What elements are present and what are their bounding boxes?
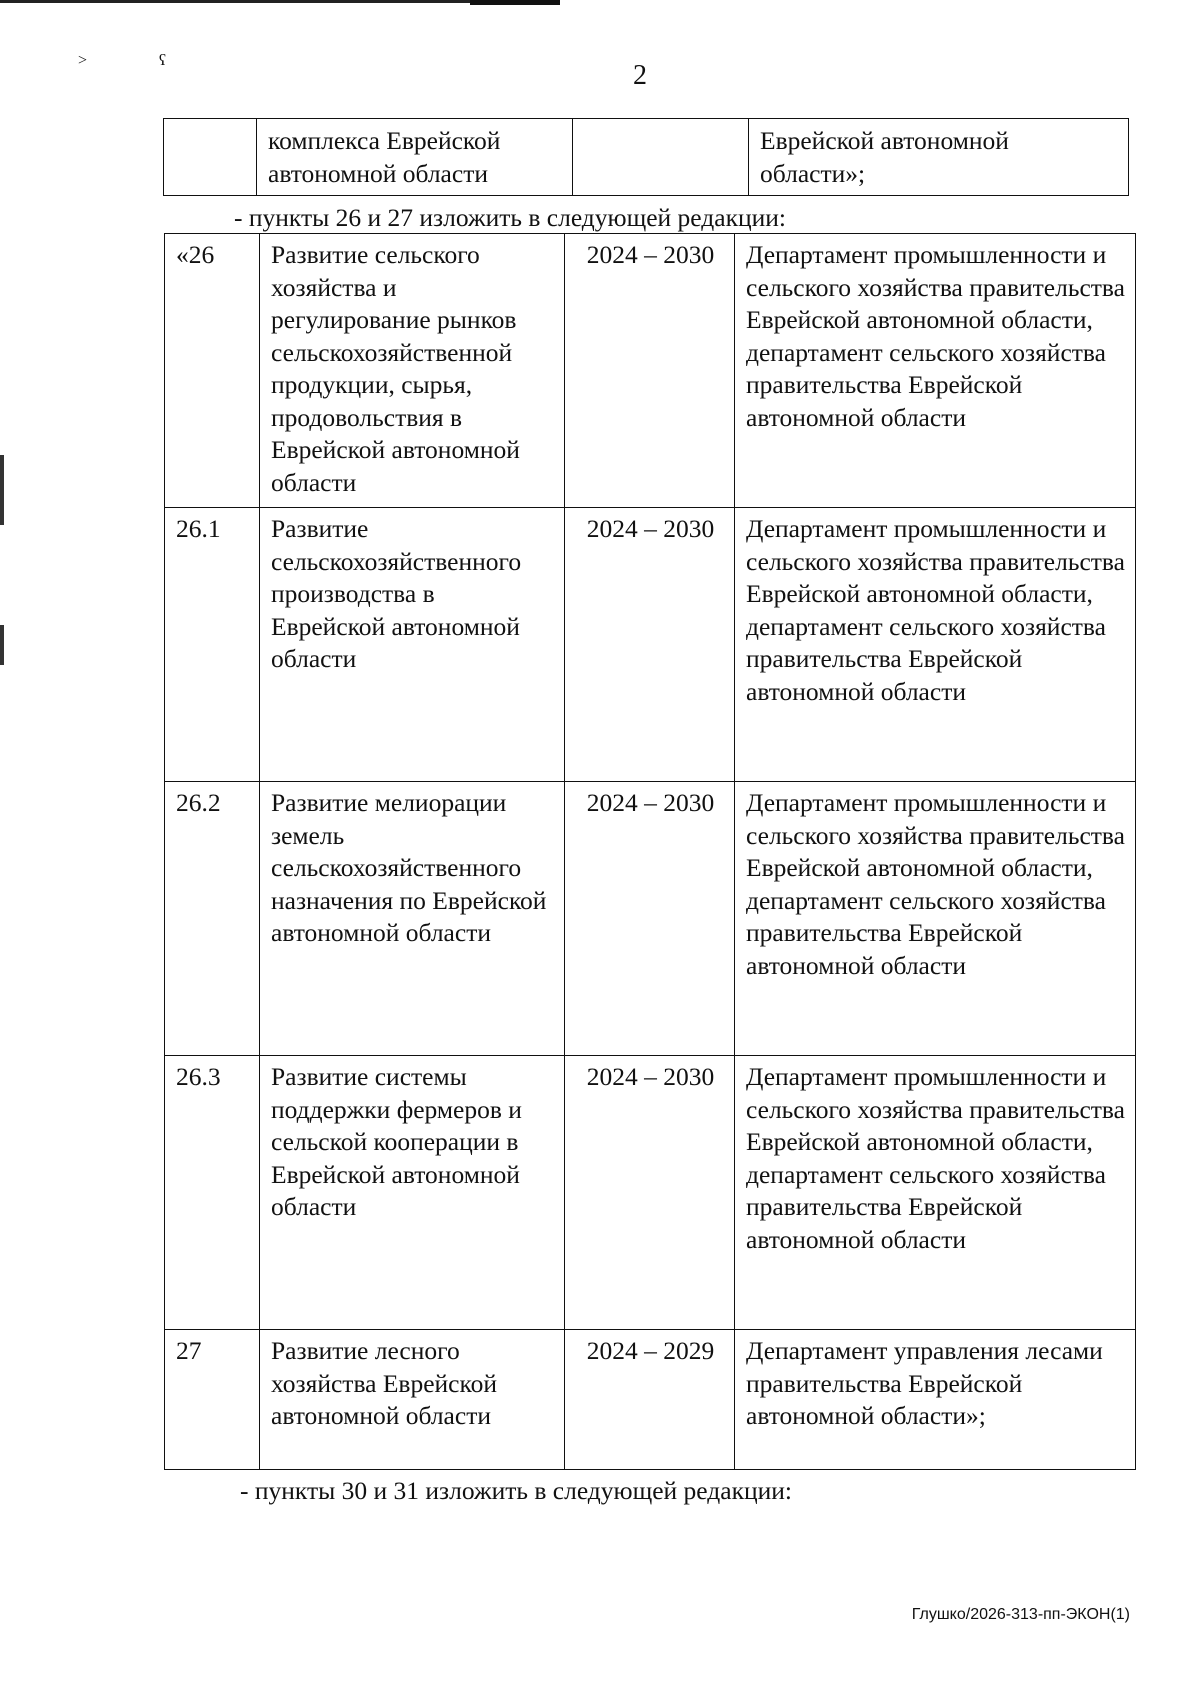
cell-years	[573, 119, 749, 196]
cell-name: комплекса Еврейской автономной области	[257, 119, 573, 196]
scan-edge-mark	[470, 0, 560, 5]
document-code: Глушко/2026-313-пп-ЭКОН(1)	[911, 1606, 1130, 1623]
instruction-text: - пункты 26 и 27 изложить в следующей редакции:	[234, 203, 786, 232]
cell-num	[164, 119, 257, 196]
cell-executor: Департамент промышленности и сельского хозяйства правительства Еврейской автономной области, департамент сельского хозяйства правительства Еврейской автономной области	[735, 508, 1136, 782]
cell-num: «26	[165, 234, 260, 508]
cell-num: 26.3	[165, 1056, 260, 1330]
margin-marks: > ʕ	[78, 52, 201, 69]
table-row	[165, 782, 1136, 1056]
cell-years: 2024 – 2030	[565, 234, 735, 508]
cell-executor: Департамент промышленности и сельского хозяйства правительства Еврейской автономной области, департамент сельского хозяйства правительства Еврейской автономной области	[735, 782, 1136, 1056]
cell-executor: Департамент промышленности и сельского хозяйства правительства Еврейской автономной области, департамент сельского хозяйства правительства Еврейской автономной области	[735, 1056, 1136, 1330]
scan-left-edge-mark	[0, 625, 4, 665]
cell-executor: Департамент промышленности и сельского хозяйства правительства Еврейской автономной области, департамент сельского хозяйства правительства Еврейской автономной области	[735, 234, 1136, 508]
cell-years: 2024 – 2029	[565, 1330, 735, 1470]
page-number: 2	[633, 60, 647, 91]
cell-years: 2024 – 2030	[565, 782, 735, 1056]
instruction-text: - пункты 30 и 31 изложить в следующей редакции:	[240, 1476, 792, 1505]
cell-name: Развитие лесного хозяйства Еврейской автономной области	[260, 1330, 565, 1470]
table-row	[165, 1330, 1136, 1470]
cell-name: Развитие системы поддержки фермеров и сельской кооперации в Еврейской автономной области	[260, 1056, 565, 1330]
table-row	[165, 1056, 1136, 1330]
cell-years: 2024 – 2030	[565, 508, 735, 782]
program-table	[164, 233, 1136, 1470]
cell-executor: Еврейской автономной области»;	[749, 119, 1129, 196]
table-row	[165, 234, 1136, 508]
cell-name: Развитие сельскохозяйственного производства в Еврейской автономной области	[260, 508, 565, 782]
table-row	[165, 508, 1136, 782]
cell-num: 26.1	[165, 508, 260, 782]
cell-num: 26.2	[165, 782, 260, 1056]
cell-executor: Департамент управления лесами правительства Еврейской автономной области»;	[735, 1330, 1136, 1470]
cell-num: 27	[165, 1330, 260, 1470]
table-fragment-top	[163, 118, 1129, 196]
cell-years: 2024 – 2030	[565, 1056, 735, 1330]
cell-name: Развитие мелиорации земель сельскохозяйственного назначения по Еврейской автономной области	[260, 782, 565, 1056]
table-row	[164, 119, 1129, 196]
scan-left-edge-mark	[0, 455, 4, 525]
cell-name: Развитие сельского хозяйства и регулирование рынков сельскохозяйственной продукции, сырья, продовольствия в Еврейской автономной области	[260, 234, 565, 508]
